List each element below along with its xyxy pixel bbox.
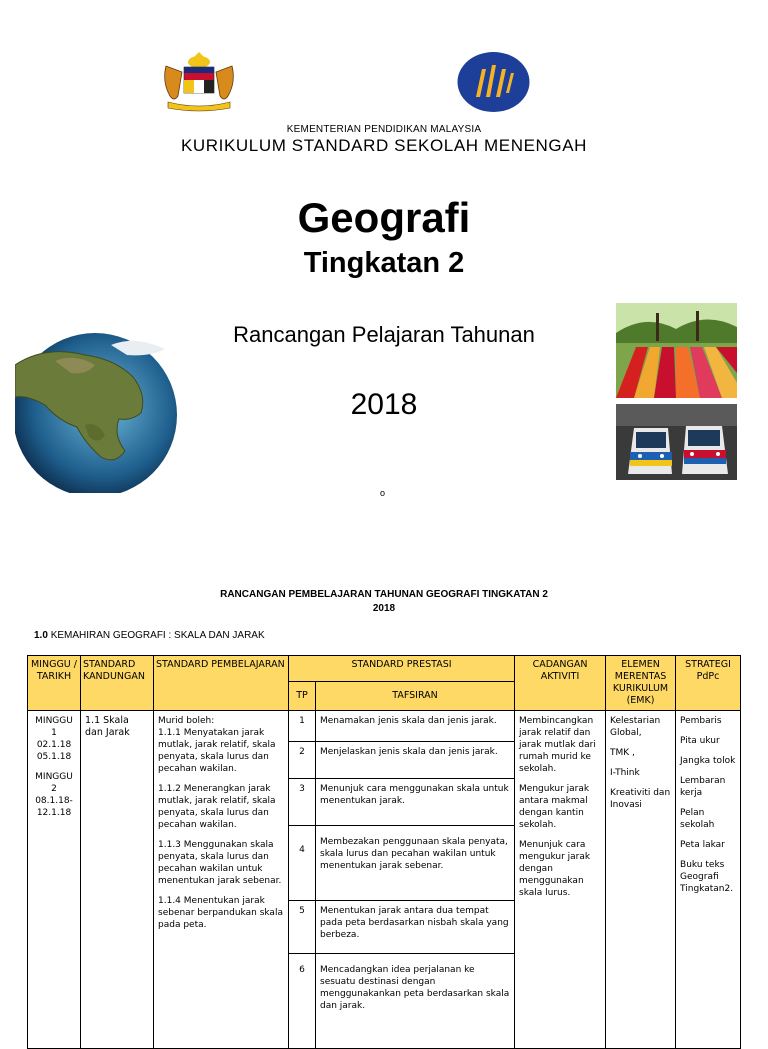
tp-level: 1 <box>289 711 316 742</box>
learning-standard-2: 1.1.2 Menerangkan jarak mutlak, jarak relatif, skala penyata, skala lurus dan pecahan wakilan. <box>158 784 276 830</box>
emk-item: Kelestarian Global, <box>610 716 661 738</box>
subject-title: Geografi <box>297 194 471 241</box>
tp-description: Mencadangkan idea perjalanan ke sesuatu destinasi dengan menggunakankan peta berdasarkan skala dan jarak. <box>316 954 515 1049</box>
annual-plan-heading <box>0 588 768 616</box>
curriculum-title: KURIKULUM STANDARD SEKOLAH MENENGAH <box>180 136 588 155</box>
tp-level: 5 <box>289 901 316 954</box>
week-1-start: 02.1.18 <box>36 740 72 750</box>
week-1-label: MINGGU 1 <box>35 716 73 738</box>
globe-image <box>15 325 205 493</box>
tp-level: 4 <box>289 826 316 901</box>
bullet-mark: o <box>380 488 386 498</box>
trains-photo <box>616 404 737 480</box>
emk-item: I-Think <box>610 768 640 778</box>
week-2-start: 08.1.18- <box>35 796 73 806</box>
learning-standard-3: 1.1.3 Menggunakan skala penyata, skala lurus dan pecahan wakilan untuk menentukan jarak sebenar. <box>158 840 282 886</box>
week-1-end: 05.1.18 <box>36 752 72 762</box>
tp-level: 6 <box>289 954 316 1049</box>
header-strategy: STRATEGI PdPc <box>676 656 741 711</box>
strategy-item: Pelan sekolah <box>680 808 715 830</box>
learning-standard-4: 1.1.4 Menentukan jarak sebenar berpandukan skala pada peta. <box>158 896 283 930</box>
strategy-cell <box>676 711 741 1049</box>
annual-plan-table <box>27 655 741 1049</box>
week-2-end: 12.1.18 <box>36 808 72 818</box>
tp-level: 2 <box>289 742 316 779</box>
header-week: MINGGU / TARIKH <box>28 656 81 711</box>
section-heading <box>34 630 265 641</box>
emk-cell <box>606 711 676 1049</box>
table-header-row <box>28 656 741 682</box>
header-content-standard: STANDARD KANDUNGAN <box>81 656 154 711</box>
content-standard-cell: 1.1 Skala dan Jarak <box>81 711 154 1049</box>
strategy-item: Pita ukur <box>680 736 720 746</box>
strategy-item: Jangka tolok <box>680 756 736 766</box>
activity-item: Membincangkan jarak relatif dan jarak mutlak dari rumah murid ke sekolah. <box>519 716 596 774</box>
week-2-label: MINGGU 2 <box>35 772 73 794</box>
learning-standard-cell <box>154 711 289 1049</box>
section-number: 1.0 <box>34 630 48 641</box>
header-learning-standard: STANDARD PEMBELAJARAN <box>154 656 289 711</box>
tulip-garden-photo <box>616 303 737 398</box>
header-performance-standard: STANDARD PRESTASI <box>289 656 515 682</box>
week-cell <box>28 711 81 1049</box>
tp-description: Menamakan jenis skala dan jenis jarak. <box>316 711 515 742</box>
annual-plan-heading-year: 2018 <box>372 603 396 614</box>
section-title: KEMAHIRAN GEOGRAFI : SKALA DAN JARAK <box>50 630 265 641</box>
strategy-item: Lembaran kerja <box>680 776 726 798</box>
activities-cell <box>515 711 606 1049</box>
header-emk: ELEMEN MERENTAS KURIKULUM (EMK) <box>606 656 676 711</box>
tp-description: Menentukan jarak antara dua tempat pada peta berdasarkan nisbah skala yang berbeza. <box>316 901 515 954</box>
header-interpretation: TAFSIRAN <box>316 682 515 711</box>
tp-level: 3 <box>289 779 316 826</box>
strategy-item: Peta lakar <box>680 840 725 850</box>
header-tp: TP <box>289 682 316 711</box>
strategy-item: Pembaris <box>680 716 722 726</box>
plan-title: Rancangan Pelajaran Tahunan <box>233 322 535 347</box>
kpm-logo-emblem <box>456 51 531 113</box>
annual-plan-heading-line1: RANCANGAN PEMBELAJARAN TAHUNAN GEOGRAFI TINGKATAN 2 <box>220 589 548 600</box>
activity-item: Menunjuk cara mengukur jarak dengan menggunakan skala lurus. <box>519 840 591 898</box>
header-activities: CADANGAN AKTIVITI <box>515 656 606 711</box>
ministry-name: KEMENTERIAN PENDIDIKAN MALAYSIA <box>286 124 482 135</box>
coat-of-arms-emblem <box>160 52 238 112</box>
activity-item: Mengukur jarak antara makmal dengan kantin sekolah. <box>519 784 590 830</box>
emk-item: Kreativiti dan Inovasi <box>610 788 671 810</box>
strategy-item: Buku teks Geografi Tingkatan2. <box>680 860 734 894</box>
emk-item: TMK , <box>610 748 635 758</box>
tp-description: Menunjuk cara menggunakan skala untuk menentukan jarak. <box>316 779 515 826</box>
form-level: Tingkatan 2 <box>303 247 465 279</box>
tp-description: Menjelaskan jenis skala dan jenis jarak. <box>316 742 515 779</box>
table-row <box>28 711 741 742</box>
learning-standard-1: Murid boleh: 1.1.1 Menyatakan jarak mutlak, jarak relatif, skala penyata, skala lurus dan pecahan wakilan. <box>158 716 276 774</box>
plan-year: 2018 <box>350 388 418 421</box>
tp-description: Membezakan penggunaan skala penyata, skala lurus dan pecahan wakilan untuk menentukan jarak sebenar. <box>316 826 515 901</box>
